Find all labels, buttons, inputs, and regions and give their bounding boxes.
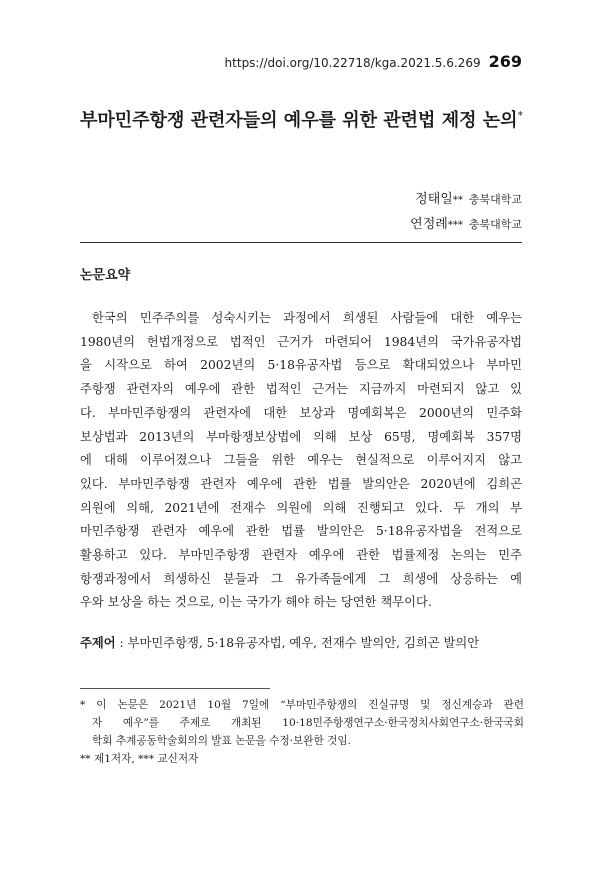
footnotes [80,696,524,768]
keywords [80,633,522,651]
author-affiliation: 충북대학교 [468,193,522,206]
abstract-line: 에 대해 이루어졌으나 그들을 위한 예우는 현실적으로 이루어지지 않고 [80,453,522,468]
author-row [410,188,522,213]
abstract-line: 우와 보상을 하는 것으로, 이는 국가가 해야 하는 당연한 책무이다. [80,595,432,610]
abstract-line: 1980년의 헌법개정으로 법적인 근거가 마련되어 1984년의 국가유공자법 [80,334,522,349]
paper-title [80,106,540,132]
keywords-label: 주제어 [80,636,116,650]
running-header [225,52,522,71]
abstract-heading: 논문요약 [80,268,131,283]
header-divider [80,242,522,243]
author-name: 연정례 [410,217,448,232]
abstract-line: 보상법과 2013년의 부마항쟁보상법에 의해 보상 65명, 명예회복 357명 [80,429,522,444]
abstract-line: 의원에 의해, 2021년에 전재수 의원에 의해 진행되고 있다. 두 개의 부 [80,500,522,515]
footnote-line: ** 제1저자, *** 교신저자 [80,753,199,765]
footnote-line: 자 예우”를 주제로 개최된 10·18민주항쟁연구소·한국정치사회연구소·한국국회 [92,717,524,729]
abstract-line: 다. 부마민주항쟁의 관련자에 대한 보상과 명예회복은 2000년의 민주화 [80,405,522,420]
footnote-line: 학회 추계공동학술회의의 발표 논문을 수정·보완한 것임. [92,735,351,747]
author-row [410,213,522,238]
footnote-divider [80,688,270,689]
abstract-line: 있다. 부마민주항쟁 관련자 예우에 관한 법률 발의안은 2020년에 김희곤 [80,476,522,491]
abstract-line: 항쟁과정에서 희생하신 분들과 그 유가족들에게 그 희생에 상응하는 예 [80,571,522,586]
keywords-text: 부마민주항쟁, 5·18유공자법, 예우, 전재수 발의안, 김희곤 발의안 [127,636,480,650]
footnote-line: * 이 논문은 2021년 10월 7일에 “부마민주항쟁의 진실규명 및 정신계승과 관련 [80,699,524,711]
page-number: 269 [488,52,522,71]
abstract-line: 주항쟁 관련자의 예우에 관한 법적인 근거는 지금까지 마련되지 않고 있 [80,382,522,397]
abstract-line: 한국의 민주주의를 성숙시키는 과정에서 희생된 사람들에 대한 예우는 [92,311,522,325]
author-name: 정태일 [415,192,453,207]
author-mark: ** [452,195,463,206]
title-footnote-mark: * [517,109,524,122]
paper-title-text: 부마민주항쟁 관련자들의 예우를 위한 관련법 제정 논의 [80,110,518,131]
abstract-line: 활용하고 있다. 부마민주항쟁 관련자 예우에 관한 법률제정 논의는 민주 [80,548,522,563]
abstract-line: 을 시작으로 하여 2002년의 5·18유공자법 등으로 확대되었으나 부마민 [80,358,522,373]
abstract-line: 마민주항쟁 관련자 예우에 관한 법률 발의안은 5·18유공자법을 전적으로 [80,524,522,539]
author-list [410,188,522,238]
author-affiliation: 충북대학교 [468,218,522,231]
abstract-body [80,307,522,615]
doi-link[interactable]: https://doi.org/10.22718/kga.2021.5.6.269 [224,56,481,70]
author-mark: *** [447,220,463,231]
keywords-separator: : [115,636,128,650]
